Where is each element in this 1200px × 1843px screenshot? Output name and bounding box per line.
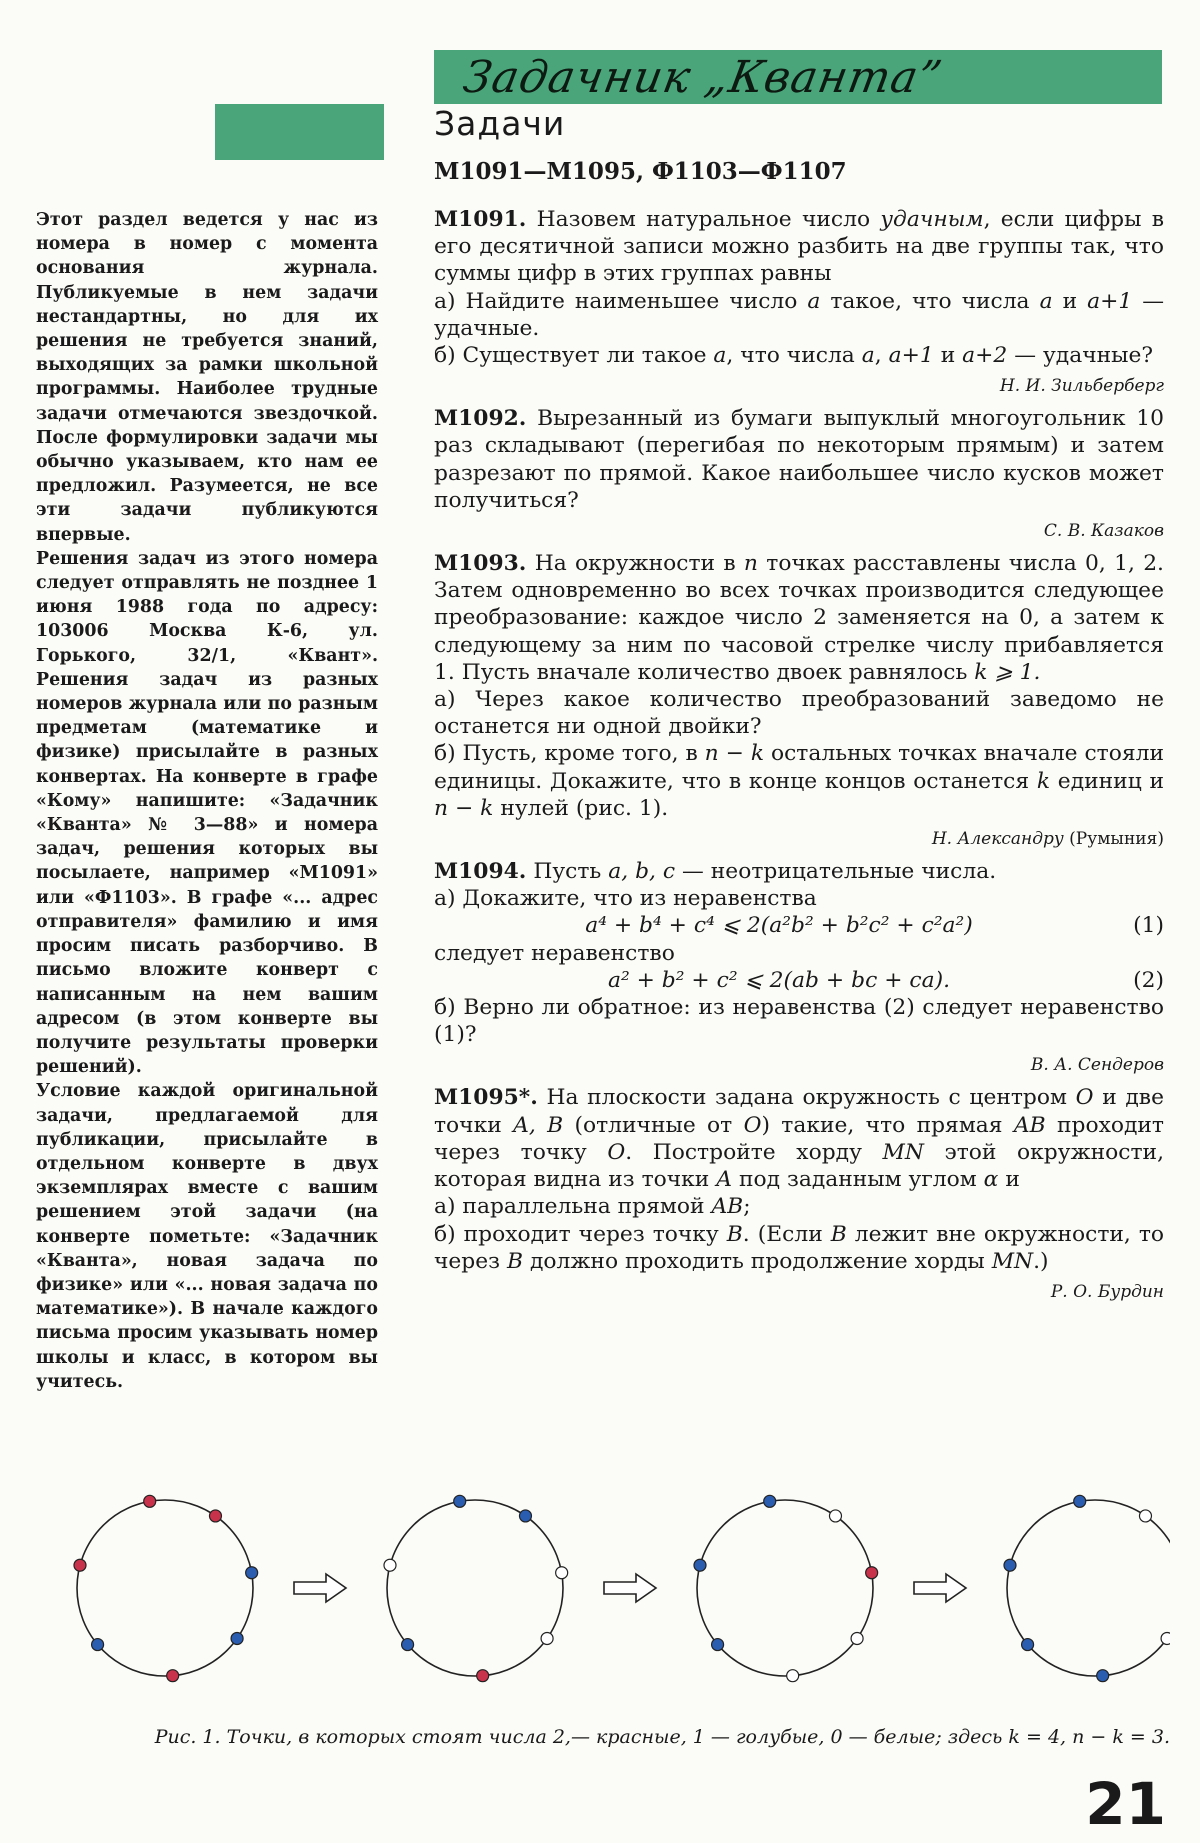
var: B: [726, 1221, 743, 1247]
sidebar-paragraph: Решения задач из этого номера следует отправлять не позднее 1 июня 1988 года по адресу: 103006 Москва К-6, ул. Горького, 32/1, «Квант». Решения задач из разных номеров журнала или по разным предметам (математике и физике) присылайте в разных конвертах. На конверте в графе «Кому» напишите: «Задачник «Кванта» № 3—88» и номера задач, решения которых вы посылаете, например «М1091» или «Ф1103». В графе «... адрес отправителя» фамилию и имя просим писать разборчиво. В письмо вложите конверт с написанным на нем вашим адресом (в этом конверте вы получите результаты проверки решений).: [36, 548, 378, 1078]
text: нулей (рис. 1).: [500, 795, 669, 821]
text: Вырезанный из бумаги выпуклый многоугольник 10 раз складывают (перегибая по некоторым прямым) и затем разрезают по прямой. Какое наибольшее число кусков может получиться?: [434, 406, 1164, 513]
equation-number: (2): [1133, 967, 1164, 993]
section-title: Задачи: [434, 104, 566, 143]
arrow-icon: [914, 1574, 966, 1602]
point-white: [851, 1632, 863, 1644]
expr: k ⩾ 1.: [974, 659, 1041, 685]
problem-m1094: [434, 858, 1164, 912]
part-a: а) Найдите наименьшее число: [434, 288, 798, 314]
point-red: [74, 1559, 86, 1571]
text: следует неравенство: [434, 940, 675, 966]
var: O: [1075, 1085, 1094, 1111]
author-country: (Румыния): [1069, 829, 1164, 850]
var: a: [807, 288, 821, 314]
point-blue: [402, 1639, 414, 1651]
text: , если цифры в его десятичной записи можно разбить на две группы так, что суммы цифр в этих группах равны: [434, 207, 1164, 287]
term: удачным: [880, 207, 984, 232]
point-white: [1161, 1632, 1170, 1644]
part-b: б) проходит через точку: [434, 1221, 719, 1247]
figure-circle: [697, 1500, 873, 1676]
point-blue: [694, 1559, 706, 1571]
text: точках расставлены числа 0, 1, 2. Затем одновременно во всех точках производится следующее преобразование: каждое число 2 заменяется на 0, а затем к следующему за ним по часовой стрелке числу прибавляется 1. Пусть вначале количество двоек равнялось: [434, 551, 1164, 685]
point-white: [829, 1510, 841, 1522]
page-number: 21: [1085, 1770, 1166, 1838]
problem-id: М1092.: [434, 406, 527, 432]
text: этой окружности, которая видна из точки: [434, 1139, 1164, 1193]
point-white: [556, 1567, 568, 1579]
point-white: [541, 1632, 553, 1644]
equation-expr: a² + b² + c² ⩽ 2(ab + bc + ca).: [607, 967, 951, 993]
text: и: [1005, 1167, 1020, 1193]
var: MN: [991, 1248, 1034, 1274]
text: , что числа: [726, 343, 855, 369]
var: k: [1036, 768, 1051, 794]
figure-circles: [40, 1470, 1170, 1750]
arrow-icon: [294, 1574, 346, 1602]
text: лежит вне окружности, то через: [434, 1221, 1165, 1274]
text: ,: [874, 343, 882, 369]
text: . (Если: [742, 1221, 823, 1247]
text: Назовем натуральное число: [536, 207, 871, 232]
part-a: а) Через какое количество преобразований заведомо не останется ни одной двойки?: [434, 687, 1164, 740]
text: под заданным углом: [738, 1167, 977, 1193]
point-white: [787, 1670, 799, 1682]
text: и две точки: [434, 1085, 1164, 1138]
var: O: [607, 1139, 626, 1165]
text: ;: [743, 1194, 751, 1220]
figure-caption: Рис. 1. Точки, в которых стоят числа 2,— красные, 1 — голубые, 0 — белые; здесь k = 4, n − k = 3.: [154, 1726, 1170, 1748]
expr: a+1: [888, 343, 934, 369]
header-banner: [434, 50, 1162, 104]
problems-column: [434, 206, 1164, 1311]
author-m1092: С. В. Казаков: [1043, 521, 1164, 542]
equation-1: [434, 912, 1164, 939]
point-blue: [519, 1510, 531, 1522]
text: . Постройте хорду: [625, 1139, 862, 1165]
point-red: [866, 1567, 878, 1579]
var: B: [507, 1248, 524, 1274]
problem-id: М1093.: [434, 551, 527, 577]
figure-circle: [387, 1500, 563, 1676]
text: (отличные от: [574, 1112, 733, 1138]
var: a: [713, 343, 727, 369]
var: O: [743, 1112, 762, 1138]
var: a: [1039, 288, 1053, 314]
part-b: б) Пусть, кроме того, в: [434, 741, 698, 767]
problem-id: М1091.: [434, 207, 527, 232]
var: A: [716, 1167, 733, 1193]
problem-range: М1091—М1095, Ф1103—Ф1107: [434, 158, 847, 185]
var: AB: [711, 1194, 744, 1220]
text: — неотрицательные числа.: [682, 859, 997, 885]
text: и: [1062, 288, 1078, 314]
author-m1094: В. А. Сендеров: [1030, 1055, 1164, 1076]
text: и: [940, 343, 956, 369]
problem-m1092: [434, 405, 1164, 514]
text: Пусть: [533, 859, 602, 885]
point-blue: [1004, 1559, 1016, 1571]
text: ) такие, что прямая: [761, 1112, 1003, 1138]
var: MN: [882, 1139, 924, 1165]
point-red: [477, 1670, 489, 1682]
var: a: [861, 343, 875, 369]
equation-number: (1): [1133, 913, 1164, 939]
equation-2: [434, 967, 1164, 994]
text: такое, что числа: [830, 288, 1030, 314]
point-blue: [764, 1495, 776, 1507]
part-b: б) Существует ли такое: [434, 343, 707, 369]
var: α: [983, 1167, 999, 1193]
point-blue: [231, 1632, 243, 1644]
text: остальных точках вначале стояли единицы. Докажите, что в конце концов останется: [434, 741, 1164, 794]
figure-circle: [77, 1500, 253, 1676]
point-red: [144, 1495, 156, 1507]
text: На плоскости задана окружность с центром: [546, 1085, 1067, 1111]
sidebar-paragraph: Условие каждой оригинальной задачи, предлагаемой для публикации, присылайте в отдельном конверте в двух экземплярах вместе с вашим решением этой задачи (на конверте пометьте: «Задачник «Кванта», новая задача по физике» или «... новая задача по математике»). В начале каждого письма просим указывать номер школы и класс, в котором вы учитесь.: [36, 1081, 378, 1392]
part-b: б) Верно ли обратное: из неравенства (2) следует неравенство (1)?: [434, 995, 1164, 1048]
point-blue: [712, 1639, 724, 1651]
point-blue: [246, 1567, 258, 1579]
expr: a+2: [962, 343, 1008, 369]
problem-id: М1095*.: [434, 1085, 538, 1111]
expr: n − k: [434, 795, 494, 821]
point-red: [209, 1510, 221, 1522]
vars: a, b, c: [608, 859, 676, 885]
point-blue: [454, 1495, 466, 1507]
part-a: а) Докажите, что из неравенства: [434, 886, 817, 912]
point-blue: [1022, 1639, 1034, 1651]
expr: a+1: [1087, 288, 1133, 314]
author-m1095: Р. О. Бурдин: [1050, 1281, 1164, 1302]
var: n: [743, 551, 758, 577]
text: — удачные.: [434, 288, 1165, 341]
point-blue: [1074, 1495, 1086, 1507]
expr: n − k: [704, 741, 765, 767]
sidebar-info: [36, 208, 378, 1394]
problem-id: М1094.: [434, 859, 527, 885]
point-red: [167, 1670, 179, 1682]
green-accent-bar: [215, 104, 384, 160]
text: .): [1033, 1248, 1049, 1274]
arrow-icon: [604, 1574, 656, 1602]
text: На окружности в: [534, 551, 736, 577]
problem-m1093: [434, 550, 1164, 822]
banner-title: Задачник „Кванта”: [459, 52, 947, 103]
equation-expr: a⁴ + b⁴ + c⁴ ⩽ 2(a²b² + b²c² + c²a²): [585, 913, 973, 939]
text: проходит через точку: [434, 1112, 1164, 1165]
author-name: Н. Александру: [931, 829, 1064, 850]
author-m1093: [434, 828, 1164, 850]
text: должно проходить продолжение хорды: [529, 1248, 985, 1274]
point-blue: [1097, 1670, 1109, 1682]
sidebar-paragraph: Этот раздел ведется у нас из номера в номер с момента основания журнала. Публикуемые в нем задачи нестандартны, но для их решения не требуется знаний, выходящих за рамки школьной программы. Наиболее трудные задачи отмечаются звездочкой. После формулировки задачи мы обычно указываем, кто нам ее предложил. Разумеется, не все эти задачи публикуются впервые.: [36, 210, 378, 545]
text: единиц и: [1057, 768, 1164, 794]
point-white: [384, 1559, 396, 1571]
point-white: [1139, 1510, 1151, 1522]
text: — удачные?: [1014, 343, 1154, 369]
problem-m1091: [434, 206, 1164, 369]
author-m1091: Н. И. Зильберберг: [999, 376, 1164, 397]
part-a: а) параллельна прямой: [434, 1194, 705, 1220]
var: B: [830, 1221, 847, 1247]
point-blue: [92, 1639, 104, 1651]
problem-m1095: [434, 1084, 1164, 1274]
var: A, B: [513, 1112, 564, 1138]
var: AB: [1013, 1112, 1046, 1138]
